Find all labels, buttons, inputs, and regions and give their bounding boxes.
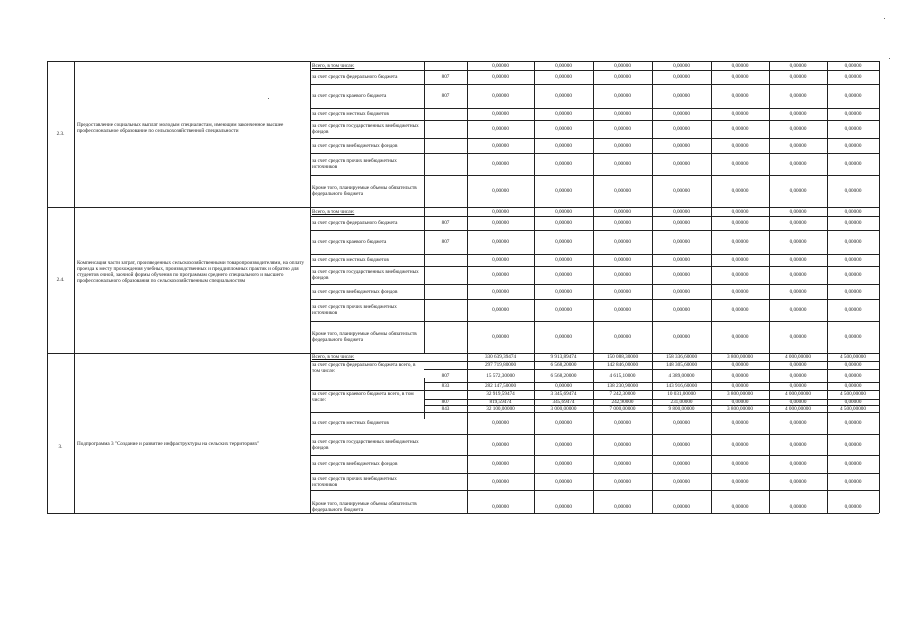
budget-code: 807 xyxy=(441,372,450,379)
amount-cell: 4 500,00000 xyxy=(840,354,866,360)
amount-cell: 0,00000 xyxy=(844,441,862,448)
column-border xyxy=(534,61,535,207)
amount-cell: 0,00000 xyxy=(673,334,690,340)
amount-cell: 0,00000 xyxy=(492,257,509,263)
amount-cell: 0,00000 xyxy=(555,188,572,194)
amount-cell: 0,00000 xyxy=(673,461,690,467)
amount-cell: 0,00000 xyxy=(731,220,749,226)
column-border xyxy=(74,61,75,207)
amount-cell: 0,00000 xyxy=(614,478,631,485)
column-border xyxy=(769,61,770,207)
amount-cell: 0,00000 xyxy=(789,307,807,313)
row-label: Кроме того, планируемые объемы обязательств федерального бюджета xyxy=(312,331,417,343)
amount-cell: 0,00000 xyxy=(789,272,807,278)
row-border xyxy=(310,254,879,255)
amount-cell: 0,00000 xyxy=(492,188,509,194)
amount-cell: 0,00000 xyxy=(673,239,690,245)
amount-cell: 0,00000 xyxy=(492,74,509,80)
amount-cell: 0,00000 xyxy=(614,420,631,426)
row-border xyxy=(310,216,879,217)
amount-cell: 0,00000 xyxy=(789,503,807,510)
scan-speck xyxy=(884,18,885,19)
amount-cell: 0,00000 xyxy=(492,503,509,510)
amount-cell: 0,00000 xyxy=(673,420,690,426)
amount-cell: 7 242,30000 xyxy=(609,391,636,397)
amount-cell: 0,00000 xyxy=(614,307,631,313)
amount-cell: 4 389,00000 xyxy=(668,372,695,379)
section-title: Подпрограмма 3 "Создание и развитие инфраструктуры на сельских территориях" xyxy=(77,441,260,447)
amount-cell: 0,00000 xyxy=(555,257,572,263)
amount-cell: 0,00000 xyxy=(614,288,631,295)
column-border xyxy=(424,207,425,353)
amount-cell: 0,00000 xyxy=(789,161,807,167)
amount-cell: 32 919,59474 xyxy=(486,391,515,397)
amount-cell: 0,00000 xyxy=(555,220,572,226)
column-border xyxy=(769,207,770,353)
amount-cell: 0,00000 xyxy=(492,420,509,426)
amount-cell: 0,00000 xyxy=(614,257,631,263)
scan-speck xyxy=(889,58,890,59)
amount-cell: 0,00000 xyxy=(555,272,572,278)
amount-cell: 0,00000 xyxy=(844,288,862,295)
amount-cell: 0,00000 xyxy=(614,74,631,80)
amount-cell: 0,00000 xyxy=(731,239,749,245)
column-border xyxy=(74,207,75,353)
amount-cell: 0,00000 xyxy=(555,441,572,448)
amount-cell: 0,00000 xyxy=(844,161,862,167)
row-border xyxy=(310,321,879,322)
amount-cell: 0,00000 xyxy=(731,208,749,215)
budget-code: 843 xyxy=(441,405,450,412)
amount-cell: 0,00000 xyxy=(492,334,509,340)
amount-cell: 0,00000 xyxy=(789,441,807,448)
column-border xyxy=(711,207,712,353)
amount-cell: 0,00000 xyxy=(555,383,572,389)
budget-code: 807 xyxy=(441,74,450,80)
amount-cell: 0,00000 xyxy=(731,74,749,80)
amount-cell: 0,00000 xyxy=(555,62,572,69)
section-title: Предоставление социальных выплат молодым специалистам, имеющим законченное высшее профессиональное образование по сельскохозяйственной специальности xyxy=(77,122,284,134)
amount-cell: 0,00000 xyxy=(555,478,572,485)
amount-cell: 0,00000 xyxy=(492,126,509,132)
amount-cell: 0,00000 xyxy=(844,372,862,379)
amount-cell: 0,00000 xyxy=(555,420,572,426)
row-label: Всего, в том числе: xyxy=(312,208,355,215)
amount-cell: 0,00000 xyxy=(789,188,807,194)
amount-cell: 0,00000 xyxy=(673,188,690,194)
column-border xyxy=(593,61,594,207)
row-label: за счет средств краевого бюджета xyxy=(312,239,387,245)
row-border xyxy=(310,299,879,300)
row-label: за счет средств краевого бюджета xyxy=(312,93,387,99)
amount-cell: 0,00000 xyxy=(844,93,862,99)
amount-cell: 0,00000 xyxy=(844,208,862,215)
row-border xyxy=(310,412,879,413)
amount-cell: 0,00000 xyxy=(731,62,749,69)
budget-code: 807 xyxy=(441,220,450,226)
row-border xyxy=(310,138,879,139)
amount-cell: 0,00000 xyxy=(731,334,749,340)
row-label: за счет средств федерального бюджета всего, в том числе: xyxy=(312,362,416,374)
amount-cell: 0,00000 xyxy=(492,161,509,167)
amount-cell: 0,00000 xyxy=(673,257,690,263)
amount-cell: 0,00000 xyxy=(789,420,807,426)
amount-cell: 0,00000 xyxy=(614,62,631,69)
amount-cell: 0,00000 xyxy=(844,74,862,80)
amount-cell: 15 572,30000 xyxy=(486,372,515,379)
row-border xyxy=(310,284,879,285)
amount-cell: 0,00000 xyxy=(614,142,631,149)
row-label: Всего, в том числе: xyxy=(312,354,355,360)
amount-cell: 0,00000 xyxy=(731,93,749,99)
row-label: Кроме того, планируемые объемы обязательств федерального бюджета xyxy=(312,185,417,197)
amount-cell: 0,00000 xyxy=(492,441,509,448)
amount-cell: 10 031,00000 xyxy=(667,391,696,397)
amount-cell: 0,00000 xyxy=(844,461,862,467)
amount-cell: 0,00000 xyxy=(614,188,631,194)
amount-cell: 0,00000 xyxy=(731,161,749,167)
amount-cell: 0,00000 xyxy=(555,161,572,167)
amount-cell: 0,00000 xyxy=(731,372,749,379)
amount-cell: 0,00000 xyxy=(844,362,862,368)
amount-cell: 0,00000 xyxy=(731,126,749,132)
amount-cell: 0,00000 xyxy=(492,142,509,149)
amount-cell: 138 230,90000 xyxy=(606,383,639,389)
amount-cell: 297 719,80000 xyxy=(484,362,517,368)
amount-cell: 0,00000 xyxy=(789,62,807,69)
amount-cell: 0,00000 xyxy=(731,257,749,263)
amount-cell: 3 800,00000 xyxy=(727,405,753,412)
amount-cell: 0,00000 xyxy=(492,461,509,467)
amount-cell: 0,00000 xyxy=(789,208,807,215)
amount-cell: 3 800,00000 xyxy=(727,391,753,397)
row-label: за счет средств государственных внебюджетных фондов xyxy=(312,438,419,451)
row-border xyxy=(310,473,879,474)
row-border xyxy=(310,455,879,456)
column-border xyxy=(593,207,594,353)
amount-cell: 0,00000 xyxy=(844,257,862,263)
budget-code: 833 xyxy=(441,383,450,389)
amount-cell: 0,00000 xyxy=(614,111,631,117)
amount-cell: 0,00000 xyxy=(673,161,690,167)
amount-cell: 0,00000 xyxy=(673,307,690,313)
amount-cell: 0,00000 xyxy=(731,383,749,389)
row-border xyxy=(310,175,879,176)
amount-cell: 0,00000 xyxy=(614,334,631,340)
column-border xyxy=(310,207,311,353)
amount-cell: 4 615,10000 xyxy=(609,372,636,379)
column-border xyxy=(424,61,425,207)
amount-cell: 0,00000 xyxy=(614,503,631,510)
section-number: 2.3. xyxy=(56,131,65,137)
row-border xyxy=(310,84,879,85)
row-label: за счет средств прочих внебюджетных источников xyxy=(312,475,397,488)
amount-cell: 0,00000 xyxy=(614,220,631,226)
row-label: за счет средств местных бюджетов xyxy=(312,257,389,263)
amount-cell: 0,00000 xyxy=(492,307,509,313)
row-border xyxy=(310,230,879,231)
amount-cell: 0,00000 xyxy=(492,208,509,215)
amount-cell: 4 000,00000 xyxy=(785,354,811,360)
amount-cell: 0,00000 xyxy=(673,503,690,510)
amount-cell: 0,00000 xyxy=(844,420,862,426)
section-number: 2.4. xyxy=(56,277,65,283)
column-border xyxy=(74,353,75,513)
amount-cell: 6 568,20000 xyxy=(550,362,577,368)
amount-cell: 0,00000 xyxy=(614,208,631,215)
budget-code: 807 xyxy=(441,93,450,99)
amount-cell: 0,00000 xyxy=(555,74,572,80)
amount-cell: 0,00000 xyxy=(673,478,690,485)
amount-cell: 0,00000 xyxy=(614,441,631,448)
table-bottom-border xyxy=(47,513,879,514)
row-label: Кроме того, планируемые объемы обязательств федерального бюджета xyxy=(312,500,417,513)
amount-cell: 0,00000 xyxy=(555,142,572,149)
table-right-border xyxy=(879,61,880,513)
section-title: Компенсация части затрат, произведенных сельскохозяйственными товаропроизводителями, на оплату проезда к месту прохождения учебных, производственных и преддипломных практик и обратно для студентов очной, заочной формы обучения по программам среднего специального и высшего профессионального образования по сельскохозяйственным специальностям xyxy=(77,260,305,284)
amount-cell: 0,00000 xyxy=(555,208,572,215)
row-border xyxy=(310,120,879,121)
row-label: за счет средств внебюджетных фондов xyxy=(312,288,398,295)
amount-cell: 0,00000 xyxy=(673,74,690,80)
amount-cell: 32 100,00000 xyxy=(486,405,515,412)
amount-cell: 0,00000 xyxy=(844,478,862,485)
amount-cell: 7 000,00000 xyxy=(609,405,636,412)
column-border xyxy=(310,353,311,513)
amount-cell: 0,00000 xyxy=(789,478,807,485)
amount-cell: 0,00000 xyxy=(673,208,690,215)
amount-cell: 0,00000 xyxy=(731,272,749,278)
row-label: за счет средств федерального бюджета xyxy=(312,74,398,80)
amount-cell: 0,00000 xyxy=(844,62,862,69)
row-border xyxy=(310,490,879,491)
amount-cell: 0,00000 xyxy=(492,93,509,99)
amount-cell: 0,00000 xyxy=(731,399,749,405)
column-border xyxy=(711,61,712,207)
amount-cell: 3 345,69474 xyxy=(550,391,577,397)
amount-cell: 158 336,60000 xyxy=(665,354,698,360)
row-label: за счет средств внебюджетных фондов xyxy=(312,461,398,467)
amount-cell: 4 500,00000 xyxy=(840,405,866,412)
row-label: за счет средств краевого бюджета всего, в том числе: xyxy=(312,391,414,403)
amount-cell: 0,00000 xyxy=(492,272,509,278)
amount-cell: 0,00000 xyxy=(844,188,862,194)
column-border xyxy=(652,207,653,353)
row-label: за счет средств прочих внебюджетных источников xyxy=(312,304,397,316)
amount-cell: 282 147,50000 xyxy=(484,383,517,389)
amount-cell: 819,59474 xyxy=(489,399,512,405)
amount-cell: 0,00000 xyxy=(844,220,862,226)
row-border xyxy=(310,153,879,154)
amount-cell: 345,69474 xyxy=(552,399,575,405)
amount-cell: 0,00000 xyxy=(731,441,749,448)
row-label: за счет средств местных бюджетов xyxy=(312,111,389,117)
amount-cell: 330 639,39474 xyxy=(484,354,517,360)
amount-cell: 0,00000 xyxy=(673,62,690,69)
column-border xyxy=(652,61,653,207)
amount-cell: 0,00000 xyxy=(731,503,749,510)
amount-cell: 0,00000 xyxy=(731,420,749,426)
amount-cell: 0,00000 xyxy=(789,93,807,99)
amount-cell: 242,90000 xyxy=(611,399,634,405)
amount-cell: 0,00000 xyxy=(492,288,509,295)
row-border xyxy=(310,434,879,435)
row-border xyxy=(310,266,879,267)
amount-cell: 0,00000 xyxy=(844,239,862,245)
column-border xyxy=(467,61,468,207)
amount-cell: 3 000,00000 xyxy=(550,405,577,412)
amount-cell: 0,00000 xyxy=(844,334,862,340)
amount-cell: 0,00000 xyxy=(731,188,749,194)
amount-cell: 0,00000 xyxy=(844,399,862,405)
column-border xyxy=(827,61,828,207)
row-border xyxy=(310,70,879,71)
amount-cell: 0,00000 xyxy=(789,126,807,132)
amount-cell: 0,00000 xyxy=(731,111,749,117)
amount-cell: 0,00000 xyxy=(555,461,572,467)
amount-cell: 231,00000 xyxy=(670,399,693,405)
amount-cell: 0,00000 xyxy=(844,111,862,117)
amount-cell: 0,00000 xyxy=(789,142,807,149)
budget-code: 807 xyxy=(441,399,450,405)
section-number: 3. xyxy=(58,444,63,450)
amount-cell: 0,00000 xyxy=(789,362,807,368)
amount-cell: 0,00000 xyxy=(555,111,572,117)
amount-cell: 0,00000 xyxy=(844,503,862,510)
amount-cell: 0,00000 xyxy=(731,142,749,149)
amount-cell: 0,00000 xyxy=(555,334,572,340)
amount-cell: 0,00000 xyxy=(555,288,572,295)
amount-cell: 0,00000 xyxy=(555,307,572,313)
amount-cell: 0,00000 xyxy=(673,142,690,149)
amount-cell: 6 568,20000 xyxy=(550,372,577,379)
row-label: за счет средств федерального бюджета xyxy=(312,220,398,226)
amount-cell: 142 846,00000 xyxy=(606,362,639,368)
row-label: за счет средств прочих внебюджетных источников xyxy=(312,158,397,170)
amount-cell: 0,00000 xyxy=(731,288,749,295)
amount-cell: 0,00000 xyxy=(555,126,572,132)
amount-cell: 0,00000 xyxy=(673,111,690,117)
amount-cell: 0,00000 xyxy=(789,399,807,405)
amount-cell: 0,00000 xyxy=(844,142,862,149)
amount-cell: 0,00000 xyxy=(614,461,631,467)
amount-cell: 9 800,00000 xyxy=(668,405,695,412)
amount-cell: 0,00000 xyxy=(673,126,690,132)
amount-cell: 0,00000 xyxy=(844,383,862,389)
amount-cell: 0,00000 xyxy=(492,478,509,485)
amount-cell: 0,00000 xyxy=(555,503,572,510)
amount-cell: 0,00000 xyxy=(673,220,690,226)
amount-cell: 0,00000 xyxy=(844,307,862,313)
amount-cell: 3 800,00000 xyxy=(727,354,753,360)
amount-cell: 0,00000 xyxy=(789,334,807,340)
column-border xyxy=(467,207,468,353)
amount-cell: 150 088,30000 xyxy=(606,354,639,360)
column-border xyxy=(827,207,828,353)
row-label: за счет средств государственных внебюджетных фондов xyxy=(312,269,419,281)
amount-cell: 0,00000 xyxy=(731,307,749,313)
row-label: за счет средств внебюджетных фондов xyxy=(312,142,398,149)
amount-cell: 0,00000 xyxy=(844,272,862,278)
amount-cell: 0,00000 xyxy=(673,288,690,295)
amount-cell: 148 305,60000 xyxy=(665,362,698,368)
amount-cell: 0,00000 xyxy=(789,220,807,226)
budget-code: 807 xyxy=(441,239,450,245)
amount-cell: 0,00000 xyxy=(789,111,807,117)
amount-cell: 0,00000 xyxy=(731,478,749,485)
row-border xyxy=(424,369,879,370)
row-border xyxy=(310,108,879,109)
amount-cell: 0,00000 xyxy=(555,93,572,99)
amount-cell: 0,00000 xyxy=(731,362,749,368)
amount-cell: 0,00000 xyxy=(731,461,749,467)
column-border xyxy=(310,61,311,207)
amount-cell: 0,00000 xyxy=(789,239,807,245)
amount-cell: 9 913,89474 xyxy=(550,354,577,360)
amount-cell: 0,00000 xyxy=(789,74,807,80)
amount-cell: 0,00000 xyxy=(555,239,572,245)
amount-cell: 0,00000 xyxy=(673,93,690,99)
budget-table xyxy=(47,61,879,513)
amount-cell: 0,00000 xyxy=(614,239,631,245)
amount-cell: 4 500,00000 xyxy=(840,391,866,397)
amount-cell: 0,00000 xyxy=(789,461,807,467)
amount-cell: 0,00000 xyxy=(614,161,631,167)
table-left-border xyxy=(47,61,48,513)
row-label: за счет средств государственных внебюджетных фондов xyxy=(312,123,419,135)
amount-cell: 0,00000 xyxy=(673,272,690,278)
scan-speck xyxy=(268,98,269,99)
column-border xyxy=(534,207,535,353)
amount-cell: 0,00000 xyxy=(789,257,807,263)
amount-cell: 4 000,00000 xyxy=(785,391,811,397)
row-label: за счет средств местных бюджетов xyxy=(312,420,389,426)
amount-cell: 4 000,00000 xyxy=(785,405,811,412)
amount-cell: 0,00000 xyxy=(673,441,690,448)
amount-cell: 0,00000 xyxy=(789,372,807,379)
amount-cell: 0,00000 xyxy=(789,288,807,295)
amount-cell: 0,00000 xyxy=(614,93,631,99)
amount-cell: 0,00000 xyxy=(789,383,807,389)
amount-cell: 0,00000 xyxy=(614,272,631,278)
amount-cell: 0,00000 xyxy=(492,62,509,69)
amount-cell: 0,00000 xyxy=(492,111,509,117)
row-label: Всего, в том числе: xyxy=(312,62,355,69)
amount-cell: 0,00000 xyxy=(492,239,509,245)
amount-cell: 0,00000 xyxy=(492,220,509,226)
amount-cell: 0,00000 xyxy=(844,126,862,132)
amount-cell: 0,00000 xyxy=(614,126,631,132)
amount-cell: 143 916,60000 xyxy=(665,383,698,389)
